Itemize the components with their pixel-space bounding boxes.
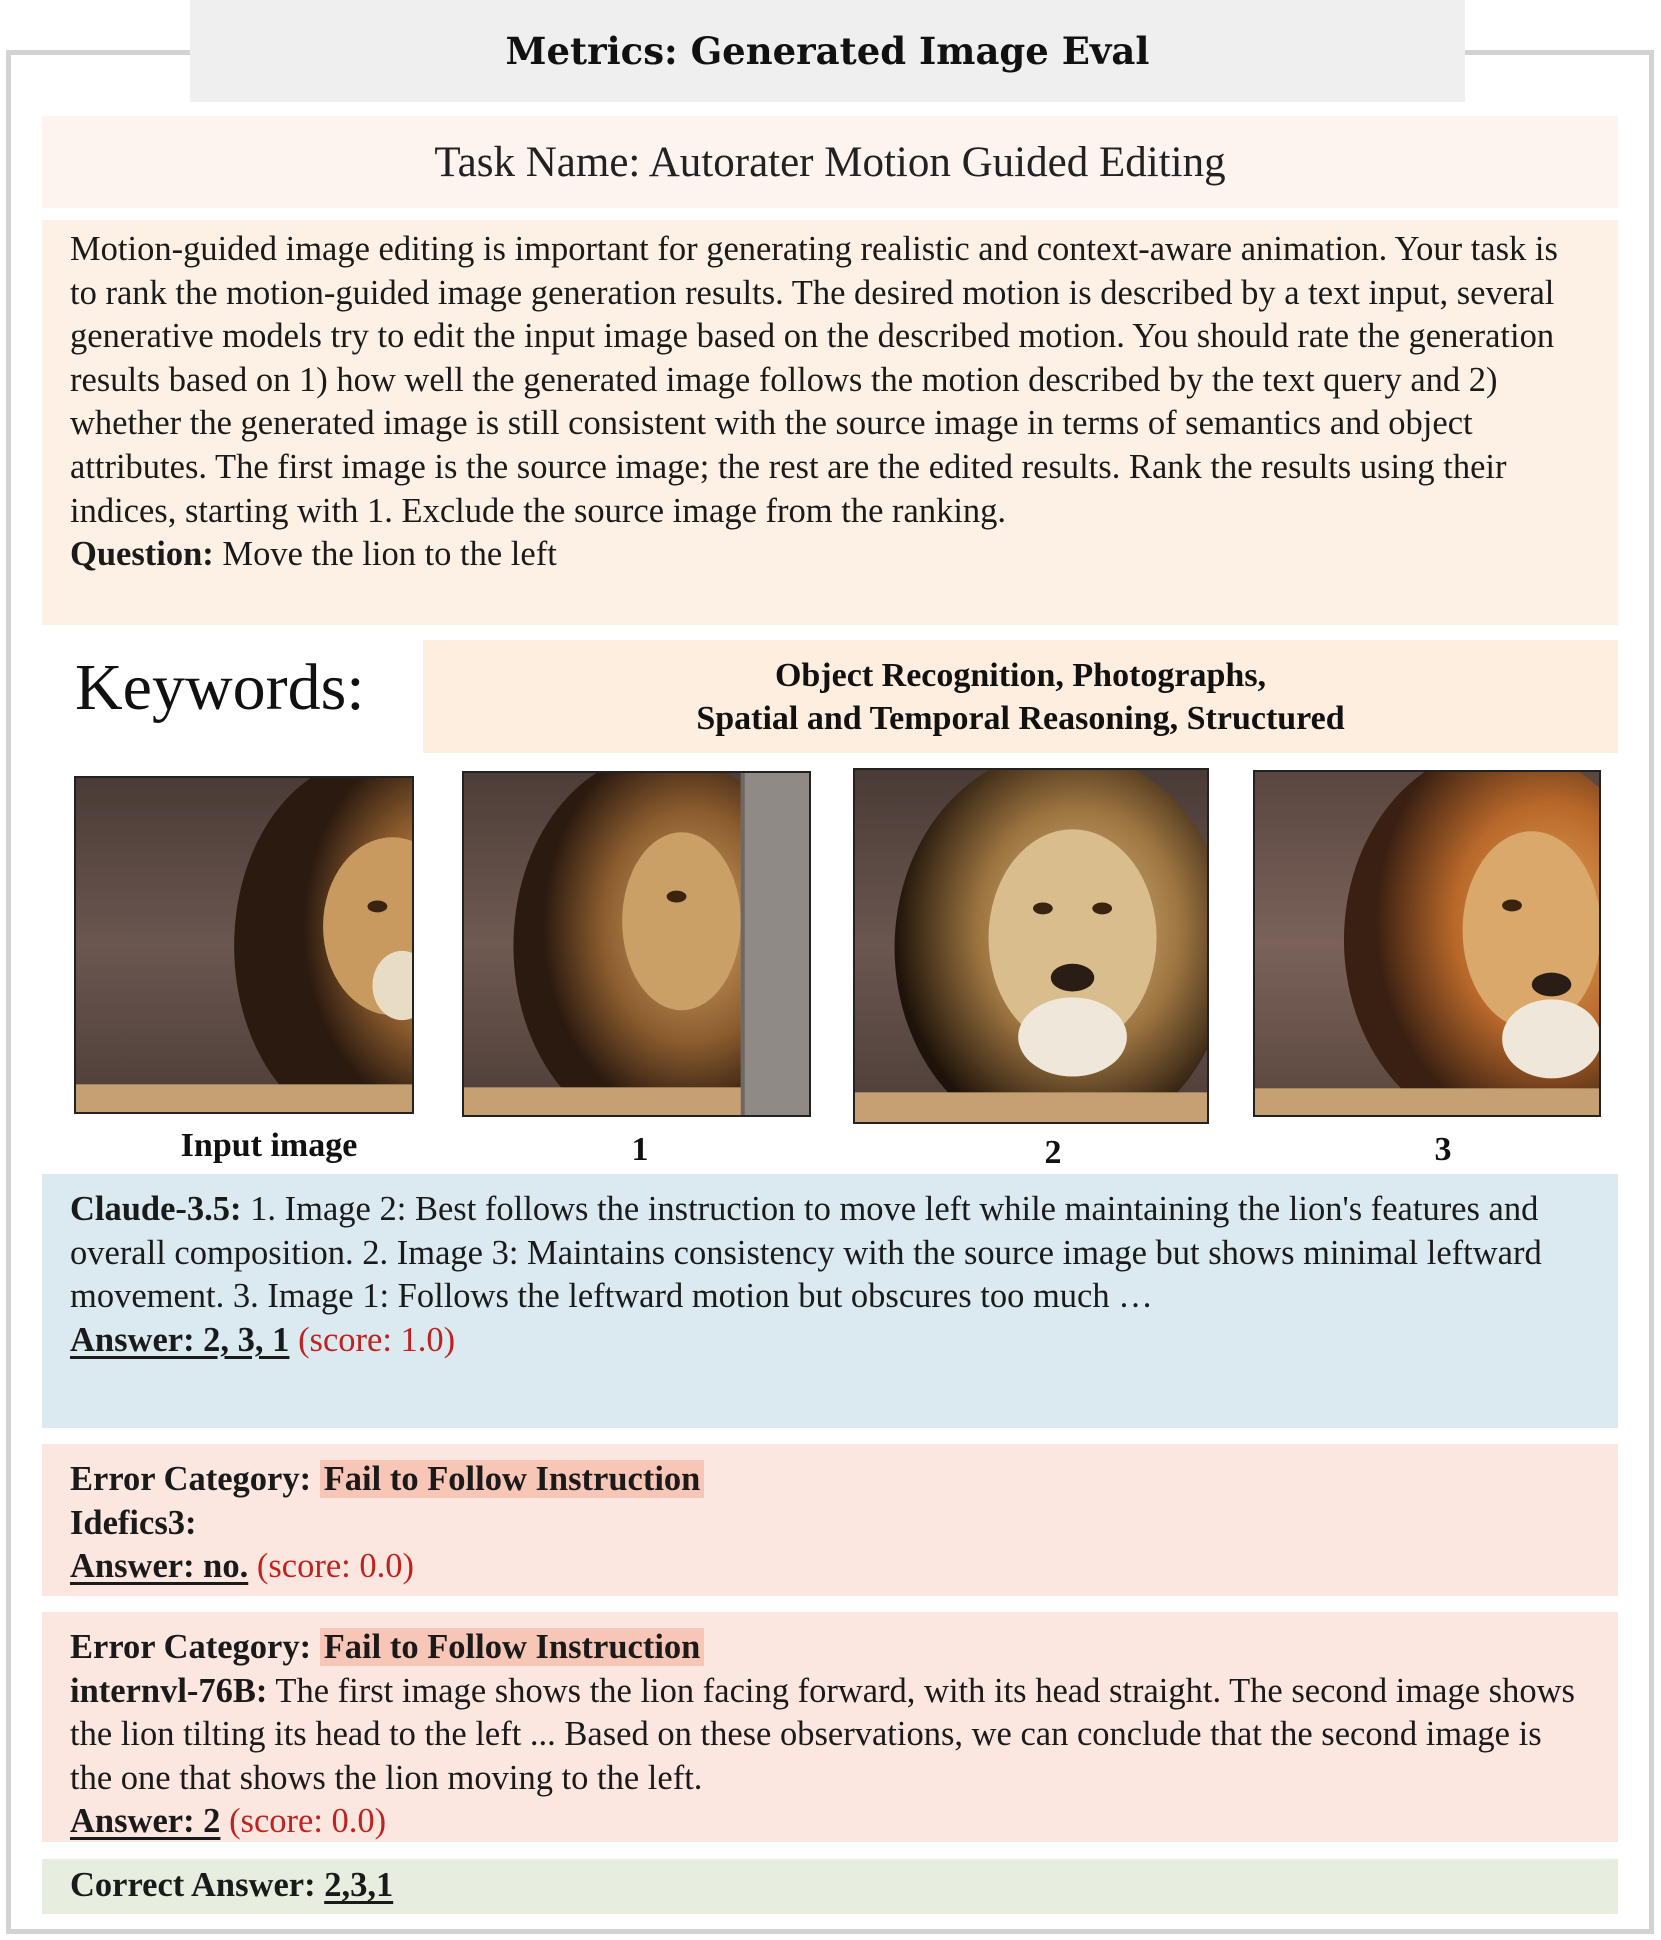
title-banner (190, 0, 1465, 102)
task-name-box (42, 116, 1618, 208)
keywords-label: Keywords: (75, 651, 365, 724)
internvl-answer: Answer: 2 (70, 1802, 221, 1841)
idefics-error-category: Fail to Follow Instruction (320, 1460, 705, 1498)
correct-answer-box (42, 1859, 1618, 1914)
caption-image-2: 2 (1044, 1134, 1062, 1171)
task-description-box (42, 220, 1618, 625)
result-image-2 (853, 768, 1209, 1124)
claude-response-text: 1. Image 2: Best follows the instruction to move left while maintaining the lion's features and overall composition. 2. Image 3: Maintains consistency with the source image but shows minimal leftward movement. 3. Image 1: Follows the leftward motion but obscures too much … (70, 1190, 1542, 1316)
question-text: Move the lion to the left (222, 535, 557, 574)
claude-score: (score: 1.0) (298, 1320, 456, 1359)
internvl-error-label: Error Category: (70, 1628, 312, 1666)
keywords-line-2: Spatial and Temporal Reasoning, Structured (696, 699, 1345, 737)
internvl-model-name: internvl-76B: (70, 1671, 268, 1710)
claude-answer: Answer: 2, 3, 1 (70, 1320, 290, 1359)
internvl-score: (score: 0.0) (229, 1802, 387, 1841)
internvl-response-text: The first image shows the lion facing forward, with its head straight. The second image shows the lion tilting its head to the left ... Based on these observations, we can conclude that the second image is the one that shows the lion moving to the left. (70, 1671, 1575, 1797)
task-description: Motion-guided image editing is important for generating realistic and context-aware animation. Your task is to rank the motion-guided image generation results. The desired motion is described by a text input, several generative models try to edit the input image based on the described motion. You should rate the generation results based on 1) how well the generated image follows the motion described by the text query and 2) whether the generated image is still consistent with the source image in terms of semantics and object attributes. The first image is the source image; the rest are the edited results. Rank the results using their indices, starting with 1. Exclude the source image from the ranking. (70, 230, 1558, 530)
task-name: Task Name: Autorater Motion Guided Editing (434, 138, 1226, 186)
keywords-line-1: Object Recognition, Photographs, (774, 656, 1267, 694)
result-image-3 (1253, 770, 1601, 1117)
idefics-response-box (42, 1444, 1618, 1596)
caption-image-3: 3 (1434, 1131, 1452, 1168)
keywords-box (423, 640, 1618, 753)
idefics-model-name: Idefics3: (70, 1503, 197, 1542)
result-image-1 (462, 771, 811, 1117)
idefics-answer: Answer: no. (70, 1547, 249, 1586)
internvl-error-category: Fail to Follow Instruction (320, 1628, 705, 1666)
caption-image-1: 1 (631, 1131, 649, 1168)
claude-model-name: Claude-3.5: (70, 1190, 242, 1228)
idefics-score: (score: 0.0) (256, 1547, 414, 1586)
claude-response-box (42, 1174, 1618, 1428)
correct-answer-value: 2,3,1 (324, 1866, 394, 1904)
caption-input-image: Input image (180, 1127, 358, 1164)
internvl-response-box (42, 1612, 1618, 1842)
figure-title: Metrics: Generated Image Eval (505, 29, 1150, 73)
correct-answer-label: Correct Answer: (70, 1866, 316, 1904)
input-image (74, 776, 414, 1114)
question-label: Question: (70, 535, 214, 574)
idefics-error-label: Error Category: (70, 1460, 312, 1498)
